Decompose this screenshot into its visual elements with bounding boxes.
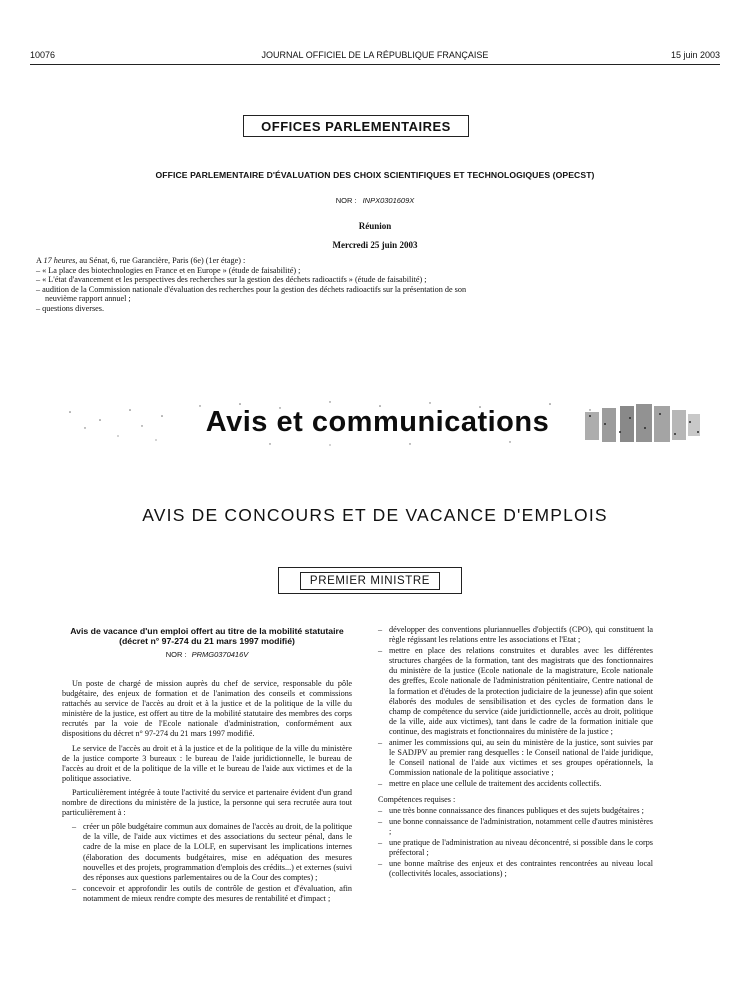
agenda-place-suffix: au Sénat, 6, rue Garancière, Paris (6e) (1er étage) : [79, 256, 246, 265]
concours-heading: AVIS DE CONCOURS ET DE VACANCE D'EMPLOIS [142, 505, 608, 525]
mission-item: – mettre en place une cellule de traitement des accidents collectifs. [378, 779, 653, 789]
article-nor [62, 650, 352, 659]
nor-code: INPX0301609X [362, 196, 415, 205]
article-paragraph: Le service de l'accès au droit et à la justice et de la politique de la ville du ministère de la justice comporte 3 bureaux : le bureau de l'aide juridictionnelle, le bureau de l'accès au droit et de la politique de la ville et le bureau de l'aide aux victimes et de la politique associative. [62, 743, 352, 783]
skill-item: – une bonne maîtrise des enjeux et des contraintes rencontrées au niveau local (collectivités locales, associations) ; [378, 859, 653, 879]
article-title: Avis de vacance d'un emploi offert au titre de la mobilité statutaire (décret n° 97-274 du 21 mars 1997 modifié) [70, 626, 344, 646]
ministry-box [278, 567, 462, 594]
skills-list [378, 806, 653, 880]
skills-heading: Compétences requises : [378, 794, 456, 804]
ministry-label: PREMIER MINISTRE [300, 572, 440, 590]
article-paragraph: Particulièrement intégrée à toute l'activité du service et partenaire évident d'un grand nombre de directions du ministère de la justice, la personne qui sera recrutée aura tout particulièrement à : [62, 787, 352, 818]
agenda-place-prefix: A [36, 256, 42, 265]
banner-title: Avis et communications [205, 406, 550, 438]
mission-item: – mettre en place des relations construites et durables avec les différentes structures chargées de la formation, tant des magistrats que des fonctionnaires du ministère de la justice (Ecole nationale de la magistrature, Ecole nationale des greffes, Ecole nationale de l'administration pénitentiaire, Centre national de la formation et d'études de la protection judiciaire de la jeunesse) afin que soient élaborés des modules de sensibilisation et des cycles de formation dans le champ de compétence du service (aide juridictionnelle, accès au droit, politique de la ville, aide aux victimes), tant dans le cadre de la formation initiale que continue, des magistrats et fonctionnaires du ministère de la justice ; [378, 646, 653, 737]
mission-item: – concevoir et approfondir les outils de contrôle de gestion et d'évaluation, afin notamment de mieux rendre compte des mesures de rentabilité et d'impact ; [72, 884, 352, 904]
agenda-item: – « La place des biotechnologies en France et en Europe » (étude de faisabilité) ; [36, 265, 301, 275]
journal-title: JOURNAL OFFICIEL DE LA RÉPUBLIQUE FRANÇAISE [261, 50, 489, 60]
mission-list-continued [378, 625, 653, 790]
nor-label: NOR : [335, 196, 357, 205]
page-number: 10076 [30, 50, 56, 60]
agenda-place [36, 256, 722, 266]
header-rule [30, 64, 720, 65]
mission-item: – créer un pôle budgétaire commun aux domaines de l'accès au droit, de la politique de la ville, de l'aide aux victimes et des associations du secteur pénal, dans le cadre de la mise en place de la LOLF, en supervisant les implications internes (élaboration des documents budgétaires, mise en adéquation des mesures nouvelles et des projets, programmation d'emplois des crédits...) et externes (suivi des réponses aux questions parlementaires ou de la Cour des comptes) ; [72, 822, 352, 883]
issue-date: 15 juin 2003 [670, 50, 720, 60]
article-paragraph: Un poste de chargé de mission auprès du chef de service, responsable du pôle budgétaire, des enjeux de formation et de l'animation des conseils et commissions rattachés au service de l'accès au droit et à la justice et de la politique de la ville du ministère de la justice, est offert au titre de la mobilité statutaire des membres des corps recrutés par la voie de l'Ecole nationale d'administration, conformément aux dispositions du décret n° 97-274 du 21 mars 1997 modifié. [62, 679, 352, 739]
office-title: OFFICE PARLEMENTAIRE D'ÉVALUATION DES CHOIX SCIENTIFIQUES ET TECHNOLOGIQUES (OPECST) [155, 170, 595, 180]
nor-reference [30, 196, 720, 205]
article-column-left [62, 626, 352, 905]
mission-item: – animer les commissions qui, au sein du ministère de la justice, sont suivies par le SADJPV au premier rang desquelles : le Conseil national de l'aide juridique, le Conseil national de l'aide aux victimes et ses groupes opérationnels, la Commission nationale de la politique associative ; [378, 738, 653, 778]
section-box [243, 115, 469, 137]
agenda-item: – audition de la Commission nationale d'évaluation des recherches pour la gestion des déchets radioactifs sur la présentation de son [36, 284, 467, 294]
skill-item: – une très bonne connaissance des finances publiques et des sujets budgétaires ; [378, 806, 653, 816]
mission-list [62, 822, 352, 904]
skill-item: – une pratique de l'administration au niveau déconcentré, si possible dans le corps préfectoral ; [378, 838, 653, 858]
article-nor-label: NOR : [165, 650, 187, 659]
agenda-item: – questions diverses. [36, 303, 104, 313]
meeting-heading: Réunion [358, 221, 392, 231]
mission-item: – développer des conventions pluriannuelles d'objectifs (CPO), qui constituent la règle régissant les relations entre les associations et l'Etat ; [378, 625, 653, 645]
meeting-agenda [36, 256, 722, 314]
agenda-hour: 17 heures, [43, 256, 78, 265]
agenda-item-continuation: neuvième rapport annuel ; [45, 294, 131, 304]
agenda-item: – « L'état d'avancement et les perspectives des recherches sur la gestion des déchets radioactifs » (étude de faisabilité) ; [36, 275, 427, 285]
meeting-date: Mercredi 25 juin 2003 [332, 240, 418, 250]
section-box-label: OFFICES PARLEMENTAIRES [261, 118, 451, 134]
page-header [30, 50, 720, 64]
skill-item: – une bonne connaissance de l'administration, notamment celle d'autres ministères ; [378, 817, 653, 837]
article-nor-code: PRMG0370416V [191, 650, 249, 659]
article-column-right [378, 625, 653, 880]
